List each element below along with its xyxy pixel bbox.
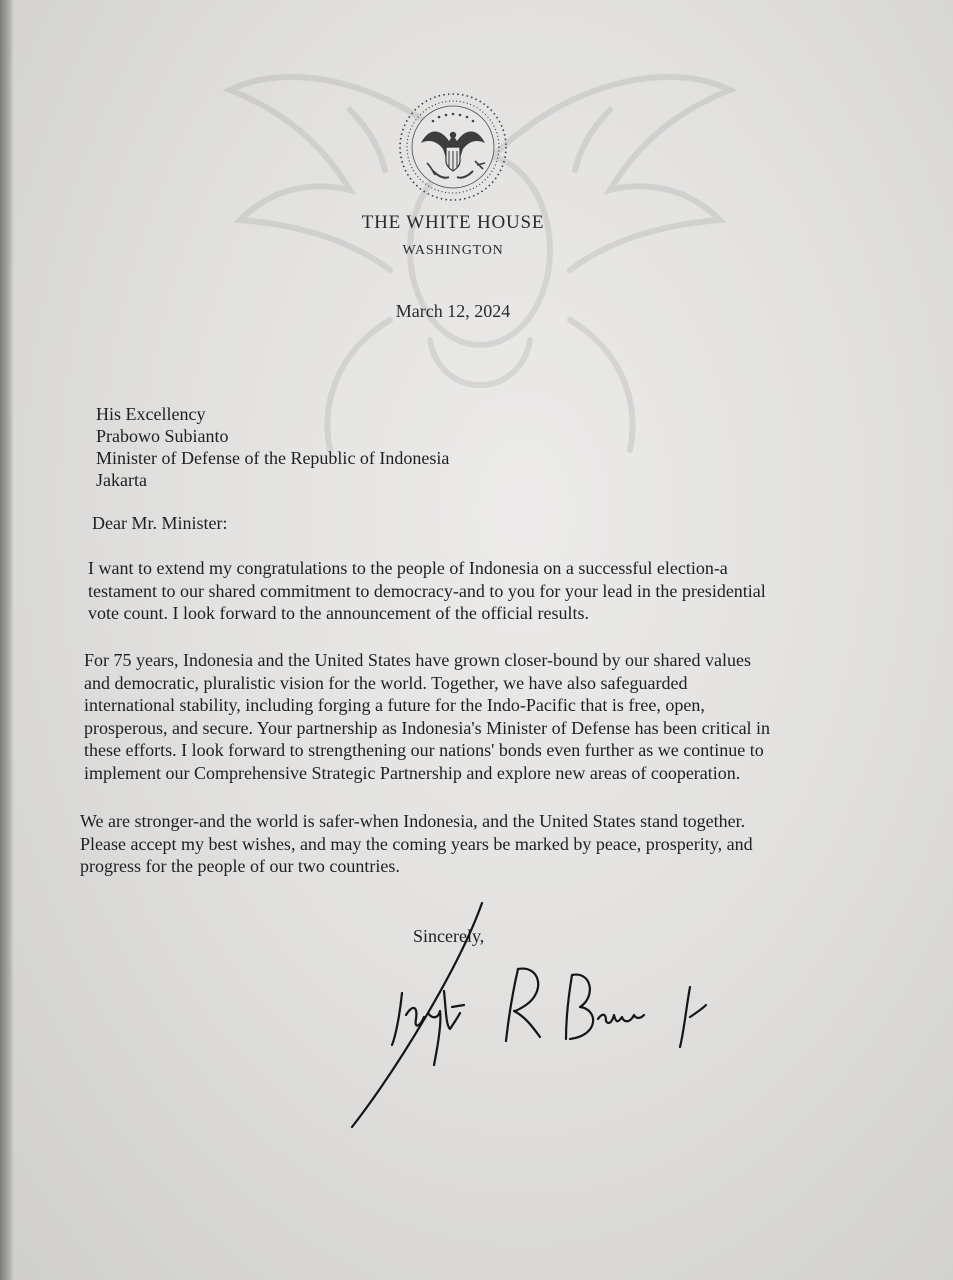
recipient-line: His Excellency: [96, 404, 206, 424]
paragraph-line: Please accept my best wishes, and may the coming years be marked by peace, prosperity, and: [80, 833, 753, 854]
body-paragraph-2: [84, 649, 770, 784]
paragraph-line: vote count. I look forward to the announcement of the official results.: [88, 603, 590, 623]
body-paragraph-3: [80, 810, 753, 878]
page-shadow-edge: [0, 0, 14, 1280]
salutation: Dear Mr. Minister:: [92, 513, 228, 533]
paragraph-line: and democratic, pluralistic vision for the world. Together, we have also safeguarded: [84, 672, 688, 693]
letter-date: March 12, 2024: [395, 301, 511, 321]
presidential-seal-icon: [393, 91, 513, 203]
closing: Sincerely,: [413, 926, 485, 946]
paragraph-line: For 75 years, Indonesia and the United States have grown closer-bound by our shared values: [84, 650, 751, 670]
letterhead-city: WASHINGTON: [402, 243, 504, 258]
recipient-line: Minister of Defense of the Republic of Indonesia: [96, 448, 450, 468]
signature-icon: [340, 895, 720, 1135]
paragraph-line: international stability, including forging a future for the Indo-Pacific that is free, open,: [84, 695, 705, 715]
letterhead-title: THE WHITE HOUSE: [361, 212, 545, 233]
paragraph-line: testament to our shared commitment to democracy-and to you for your lead in the presidential: [88, 580, 766, 601]
recipient-address: [96, 403, 449, 491]
paragraph-line: these efforts. I look forward to strengthening our nations' bonds even further as we continue to: [84, 740, 764, 760]
paragraph-line: prosperous, and secure. Your partnership as Indonesia's Minister of Defense has been critical in: [84, 717, 771, 738]
paragraph-line: I want to extend my congratulations to the people of Indonesia on a successful election-a: [88, 558, 728, 578]
recipient-line: Prabowo Subianto: [96, 426, 229, 446]
paragraph-line: implement our Comprehensive Strategic Partnership and explore new areas of cooperation.: [84, 762, 741, 783]
body-paragraph-1: [88, 557, 766, 625]
paragraph-line: We are stronger-and the world is safer-when Indonesia, and the United States stand together.: [80, 811, 746, 831]
paragraph-line: progress for the people of our two countries.: [80, 856, 400, 876]
recipient-line: Jakarta: [96, 470, 147, 490]
